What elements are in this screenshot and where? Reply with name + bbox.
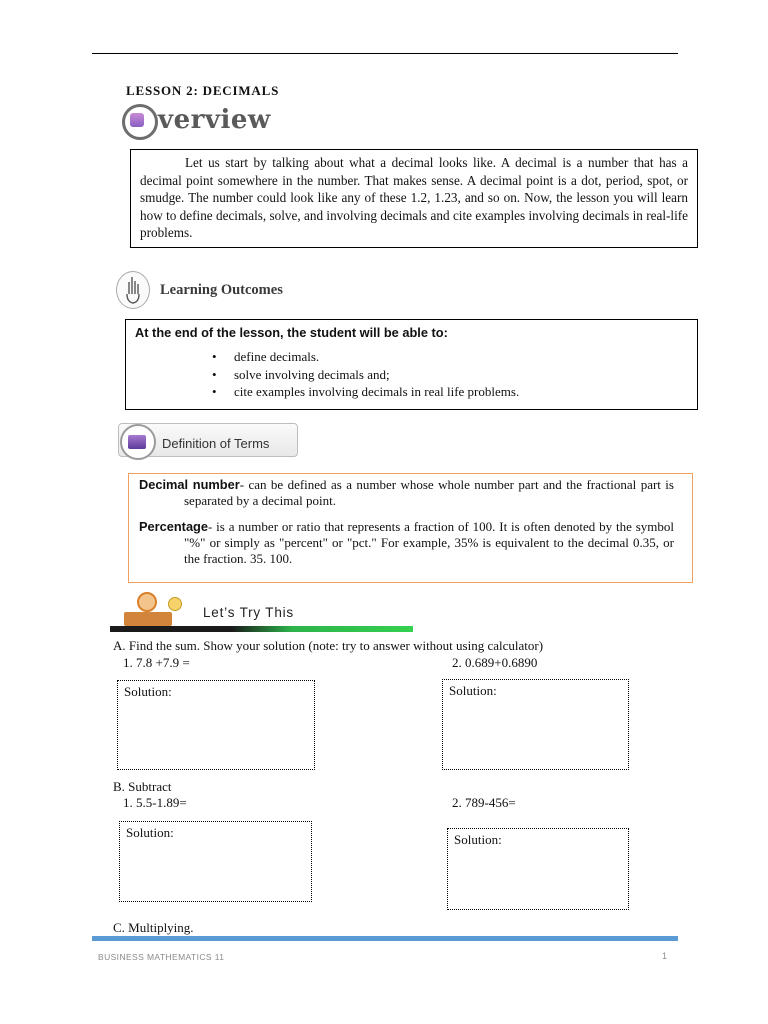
solution-label: Solution: [454,832,502,847]
definition-entry [139,519,674,567]
book-icon [128,435,146,449]
page-number: 1 [662,951,668,961]
lets-try-heading: Let’s Try This [203,605,294,620]
overview-box [130,149,698,248]
clock-icon [168,597,182,611]
learning-outcomes-lead: At the end of the lesson, the student will be able to: [135,325,448,340]
footer-subject: BUSINESS MATHEMATICS 11 [98,952,225,962]
solution-box[interactable] [447,828,629,910]
lets-try-bar [110,626,413,632]
top-rule [92,53,678,54]
learning-outcomes-box [125,319,698,410]
solution-box[interactable] [442,679,629,770]
part-a-question-1: 1. 7.8 +7.9 = [123,655,190,670]
list-item: • cite examples involving decimals in real life problems. [234,383,688,401]
part-a-question-2: 2. 0.689+0.6890 [452,655,538,670]
overview-book-icon [130,113,144,127]
raised-hand-icon [116,271,150,309]
overview-heading: verview [158,105,271,135]
definition-entry [139,477,674,509]
list-item: • define decimals. [234,348,688,366]
footer-rule [92,936,678,941]
part-b-question-1: 1. 5.5-1.89= [123,795,187,810]
definition-text: - is a number or ratio that represents a fraction of 100. It is often denoted by the symbol "%" or simply as "percent" or "pct." For example, 35% is equivalent to the decimal 0.35, or the fraction. 35. 100. [184,519,674,566]
definition-box [128,473,693,583]
definition-text: - can be defined as a number whose whole number part and the fractional part is separated by a decimal point. [184,477,674,508]
solution-box[interactable] [119,821,312,902]
definition-term: Percentage [139,519,208,534]
solution-label: Solution: [124,684,172,699]
solution-box[interactable] [117,680,315,770]
definition-term: Decimal number [139,477,240,492]
lesson-title: LESSON 2: DECIMALS [126,83,280,98]
definition-heading: Definition of Terms [162,436,270,451]
solution-label: Solution: [449,683,497,698]
list-item: • solve involving decimals and; [234,366,688,384]
part-b-heading: B. Subtract [113,779,172,794]
part-c-heading: C. Multiplying. [113,920,194,935]
learning-outcomes-list [135,348,688,401]
desk-icon [124,612,172,626]
solution-label: Solution: [126,825,174,840]
overview-text: Let us start by talking about what a decimal looks like. A decimal is a number that has a decimal point somewhere in the number. That makes sense. A decimal point is a dot, period, spot, or smudge. The number could look like any of these 1.2, 1.23, and so on. Now, the lesson you will learn how to define decimals, solve, and involving decimals and cite examples involving decimals in real-life problems. [140,155,688,240]
part-b-question-2: 2. 789-456= [452,795,516,810]
part-a-heading: A. Find the sum. Show your solution (note: try to answer without using calculator) [113,638,544,653]
learning-outcomes-heading: Learning Outcomes [160,282,283,298]
student-icon [137,592,157,612]
